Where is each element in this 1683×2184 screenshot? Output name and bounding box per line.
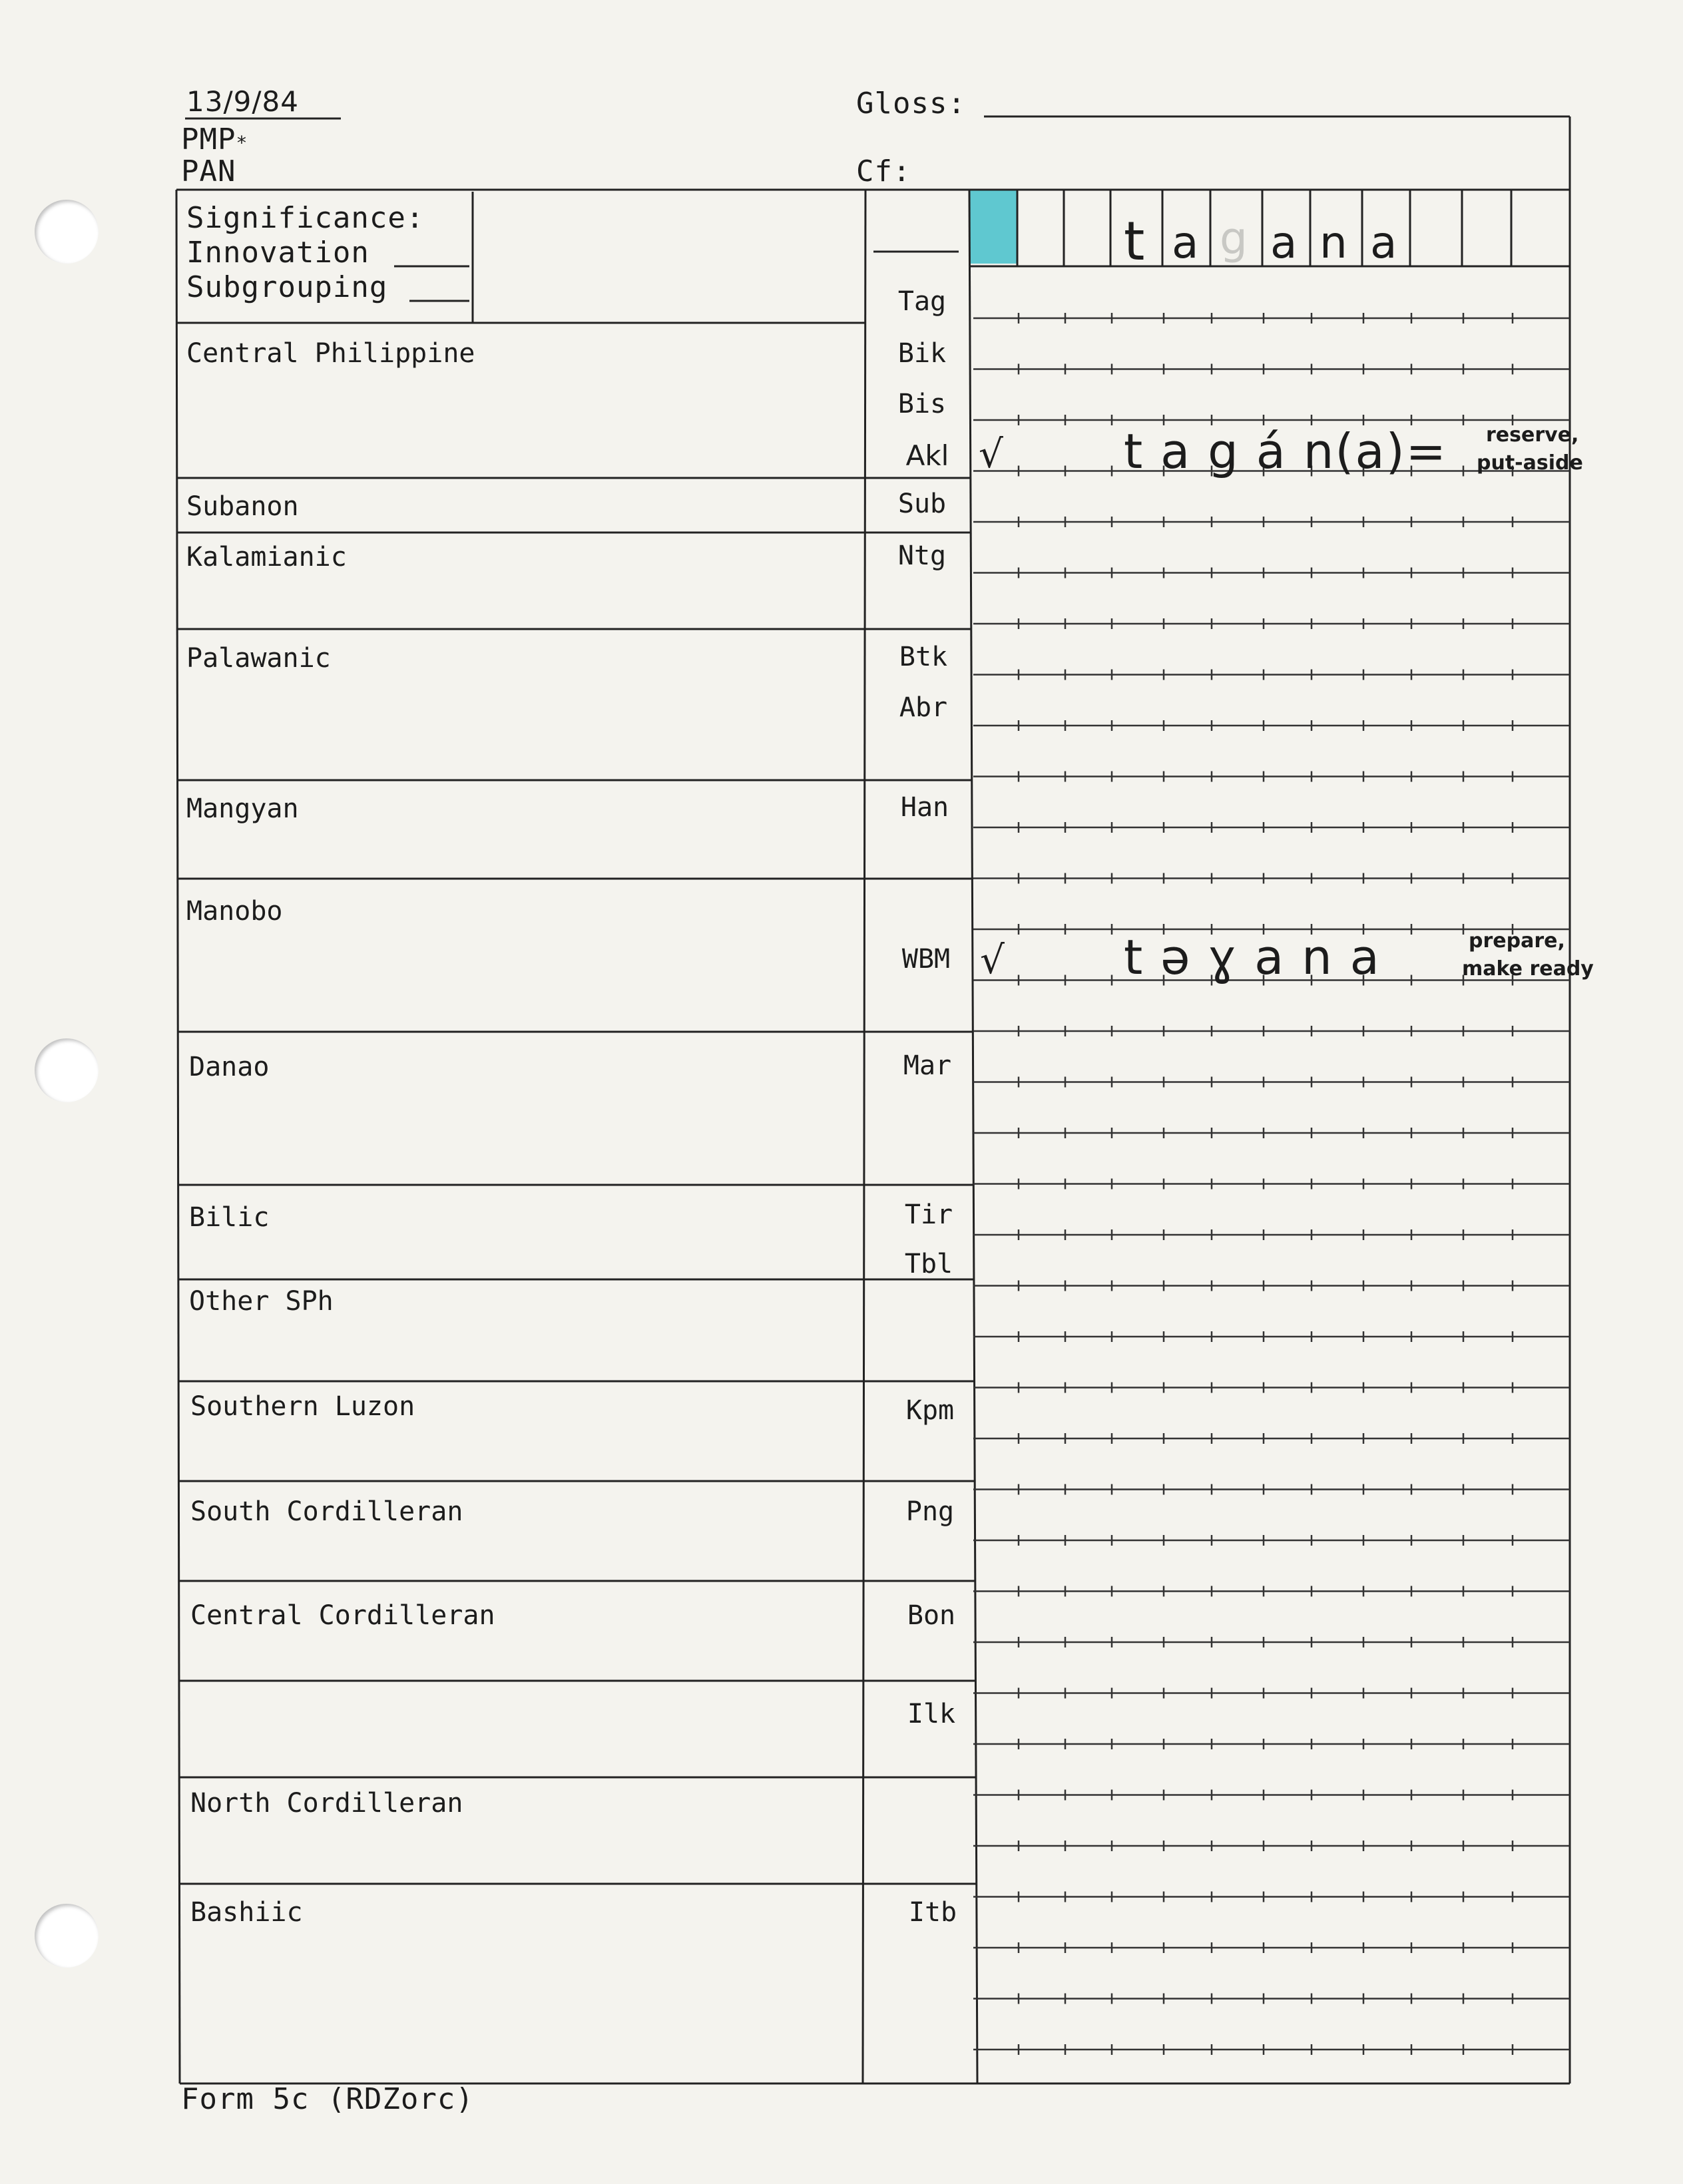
reconstruction-letter-a1: a	[1172, 217, 1199, 268]
lang-han: Han	[900, 792, 949, 823]
akl-gloss-line-1: reserve,	[1486, 423, 1579, 447]
lang-sub: Sub	[897, 489, 947, 519]
lang-wbm: WBM	[901, 944, 951, 975]
pmp-asterisk: *	[236, 132, 248, 154]
reconstruction-letter-t: t	[1124, 210, 1145, 272]
pmp-text: PMP	[181, 122, 236, 156]
group-central-cordilleran: Central Cordilleran	[190, 1600, 495, 1631]
group-north-cordilleran: North Cordilleran	[190, 1788, 463, 1819]
group-bashiic: Bashiic	[190, 1897, 303, 1928]
lang-ntg: Ntg	[897, 541, 947, 571]
significance-box	[186, 201, 424, 305]
subgrouping-label: Subgrouping	[186, 270, 388, 304]
group-subanon: Subanon	[186, 491, 299, 522]
group-central-philippine: Central Philippine	[186, 338, 475, 369]
reconstruction-letter-a2: a	[1270, 217, 1298, 268]
lang-bik: Bik	[897, 338, 947, 369]
pan-label: PAN	[181, 154, 236, 188]
lang-ilk: Ilk	[907, 1699, 956, 1729]
group-southern-luzon: Southern Luzon	[190, 1391, 415, 1422]
wbm-gloss-line-2: make ready	[1462, 957, 1594, 981]
pmp-label	[181, 122, 248, 156]
lang-abr: Abr	[899, 692, 948, 723]
akl-gloss-line-2: put-aside	[1477, 451, 1583, 475]
akl-form: t a g á n(a)=	[1124, 423, 1447, 479]
lang-kpm: Kpm	[905, 1395, 955, 1426]
lang-mar: Mar	[903, 1050, 952, 1081]
group-manobo: Manobo	[186, 896, 283, 927]
wbm-gloss-line-1: prepare,	[1469, 929, 1565, 953]
akl-checkmark: √	[979, 431, 1003, 477]
lang-bon: Bon	[907, 1600, 956, 1631]
wbm-checkmark: √	[980, 937, 1005, 983]
lang-itb: Itb	[908, 1897, 957, 1928]
group-kalamianic: Kalamianic	[186, 542, 347, 572]
lang-png: Png	[905, 1496, 955, 1527]
lang-btk: Btk	[899, 642, 948, 672]
reconstruction-letter-g: g	[1220, 213, 1248, 264]
reconstruction-letter-n: n	[1320, 217, 1347, 268]
innovation-label: Innovation	[186, 236, 369, 270]
significance-title: Significance:	[186, 201, 425, 235]
lang-tbl: Tbl	[904, 1249, 953, 1279]
lang-bis: Bis	[897, 389, 947, 419]
gloss-label: Gloss:	[856, 87, 966, 120]
lang-akl: Akl	[905, 439, 949, 472]
group-mangyan: Mangyan	[186, 793, 299, 824]
group-south-cordilleran: South Cordilleran	[190, 1496, 463, 1527]
form-footer: Form 5c (RDZorc)	[181, 2082, 474, 2116]
cf-label: Cf:	[856, 154, 911, 188]
group-bilic: Bilic	[189, 1202, 270, 1233]
group-palawanic: Palawanic	[186, 643, 331, 674]
wbm-form: t ə ɣ a n a	[1124, 929, 1381, 985]
group-danao: Danao	[189, 1052, 270, 1082]
group-other-sph: Other SPh	[189, 1286, 334, 1317]
date-stamp: 13/9/84	[186, 85, 299, 118]
lang-tir: Tir	[904, 1200, 953, 1230]
lang-tag: Tag	[897, 286, 947, 317]
reconstruction-letter-a3: a	[1370, 217, 1397, 268]
